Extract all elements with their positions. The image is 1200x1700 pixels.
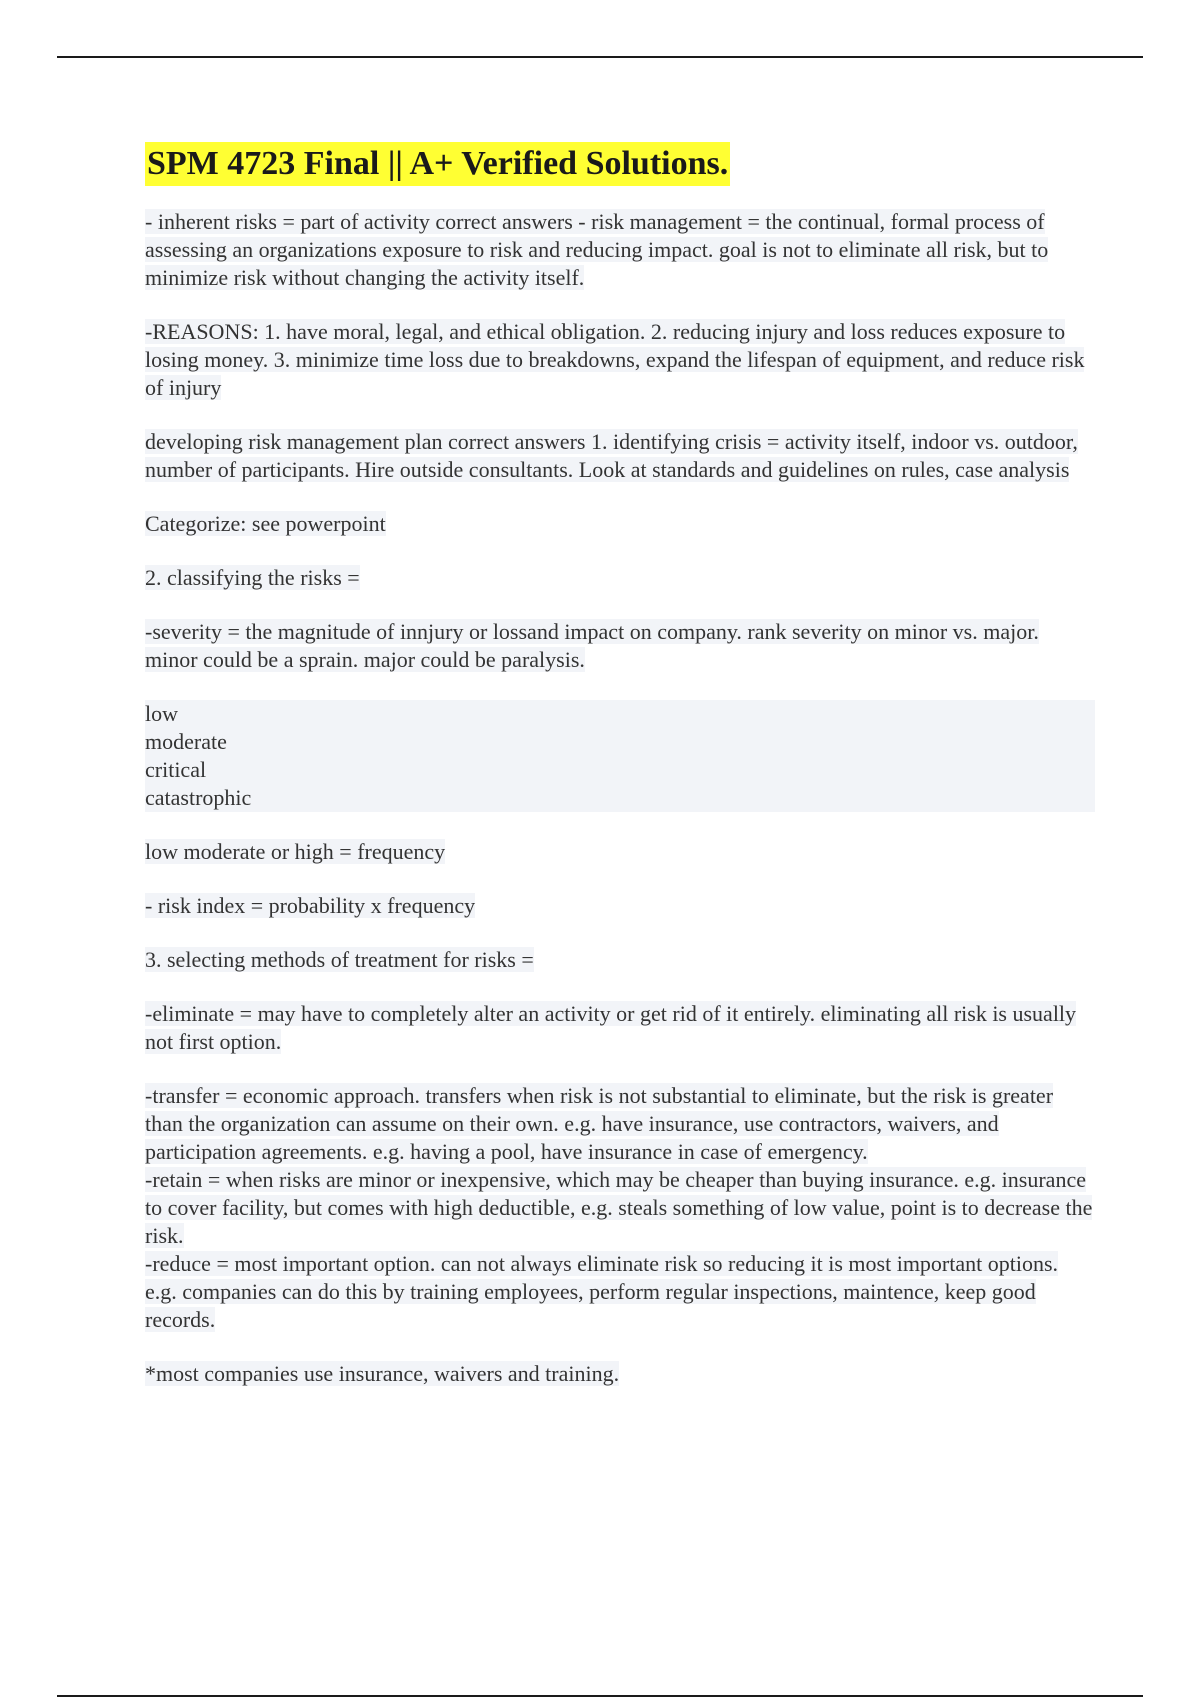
paragraph-eliminate	[145, 1000, 1095, 1056]
paragraph-text: developing risk management plan correct answers 1. identifying crisis = activity itself, indoor vs. outdoor, number of participants. Hire outside consultants. Look at standards and guidelines on rules, case analysis	[145, 429, 1078, 482]
paragraph-text: 3. selecting methods of treatment for risks =	[145, 947, 534, 972]
paragraph-developing-plan	[145, 428, 1095, 484]
severity-levels-list	[145, 700, 1095, 812]
paragraph-closing	[145, 1360, 1095, 1388]
paragraph-text: -REASONS: 1. have moral, legal, and ethical obligation. 2. reducing injury and loss reduces exposure to losing money. 3. minimize time loss due to breakdowns, expand the lifespan of equipment, and reduce risk of injury	[145, 319, 1085, 400]
paragraph-frequency	[145, 838, 1095, 866]
document-title: SPM 4723 Final || A+ Verified Solutions.	[145, 142, 730, 186]
treatment-text: -reduce = most important option. can not always eliminate risk so reducing it is most important options. e.g. companies can do this by training employees, perform regular inspections, maintence, keep good records.	[145, 1251, 1059, 1332]
severity-level-item: critical	[145, 756, 1095, 784]
severity-level-item: catastrophic	[145, 784, 1095, 812]
paragraph-categorize	[145, 510, 1095, 538]
paragraph-severity	[145, 618, 1095, 674]
severity-level-item: low	[145, 700, 1095, 728]
paragraph-classifying	[145, 564, 1095, 592]
treatment-text: -transfer = economic approach. transfers when risk is not substantial to eliminate, but the risk is greater than the organization can assume on their own. e.g. have insurance, use contractors, waivers, and participation agreements. e.g. having a pool, have insurance in case of emergency.	[145, 1083, 1054, 1164]
top-rule	[57, 56, 1143, 58]
document-body	[145, 142, 1095, 1414]
paragraph-inherent-risks	[145, 208, 1095, 292]
paragraph-risk-index	[145, 892, 1095, 920]
treatments-block	[145, 1082, 1095, 1334]
paragraph-selecting-methods	[145, 946, 1095, 974]
paragraph-text: - risk index = probability x frequency	[145, 893, 476, 918]
paragraph-reasons	[145, 318, 1095, 402]
paragraph-text: -severity = the magnitude of innjury or lossand impact on company. rank severity on minor vs. major. minor could be a sprain. major could be paralysis.	[145, 619, 1039, 672]
paragraph-text: low moderate or high = frequency	[145, 839, 446, 864]
paragraph-text: *most companies use insurance, waivers and training.	[145, 1361, 620, 1386]
severity-level-item: moderate	[145, 728, 1095, 756]
paragraph-text: - inherent risks = part of activity correct answers - risk management = the continual, formal process of assessing an organizations exposure to risk and reducing impact. goal is not to eliminate all risk, but to minimize risk without changing the activity itself.	[145, 209, 1049, 290]
paragraph-text: -eliminate = may have to completely alter an activity or get rid of it entirely. eliminating all risk is usually not first option.	[145, 1001, 1077, 1054]
treatment-text: -retain = when risks are minor or inexpensive, which may be cheaper than buying insurance. e.g. insurance to cover facility, but comes with high deductible, e.g. steals something of low value, point is to decrease the risk.	[145, 1167, 1093, 1248]
treatment-retain	[145, 1166, 1095, 1250]
paragraph-text: Categorize: see powerpoint	[145, 511, 386, 536]
treatment-transfer	[145, 1082, 1095, 1166]
treatment-reduce	[145, 1250, 1095, 1334]
bottom-rule	[57, 1695, 1143, 1697]
paragraph-text: 2. classifying the risks =	[145, 565, 360, 590]
